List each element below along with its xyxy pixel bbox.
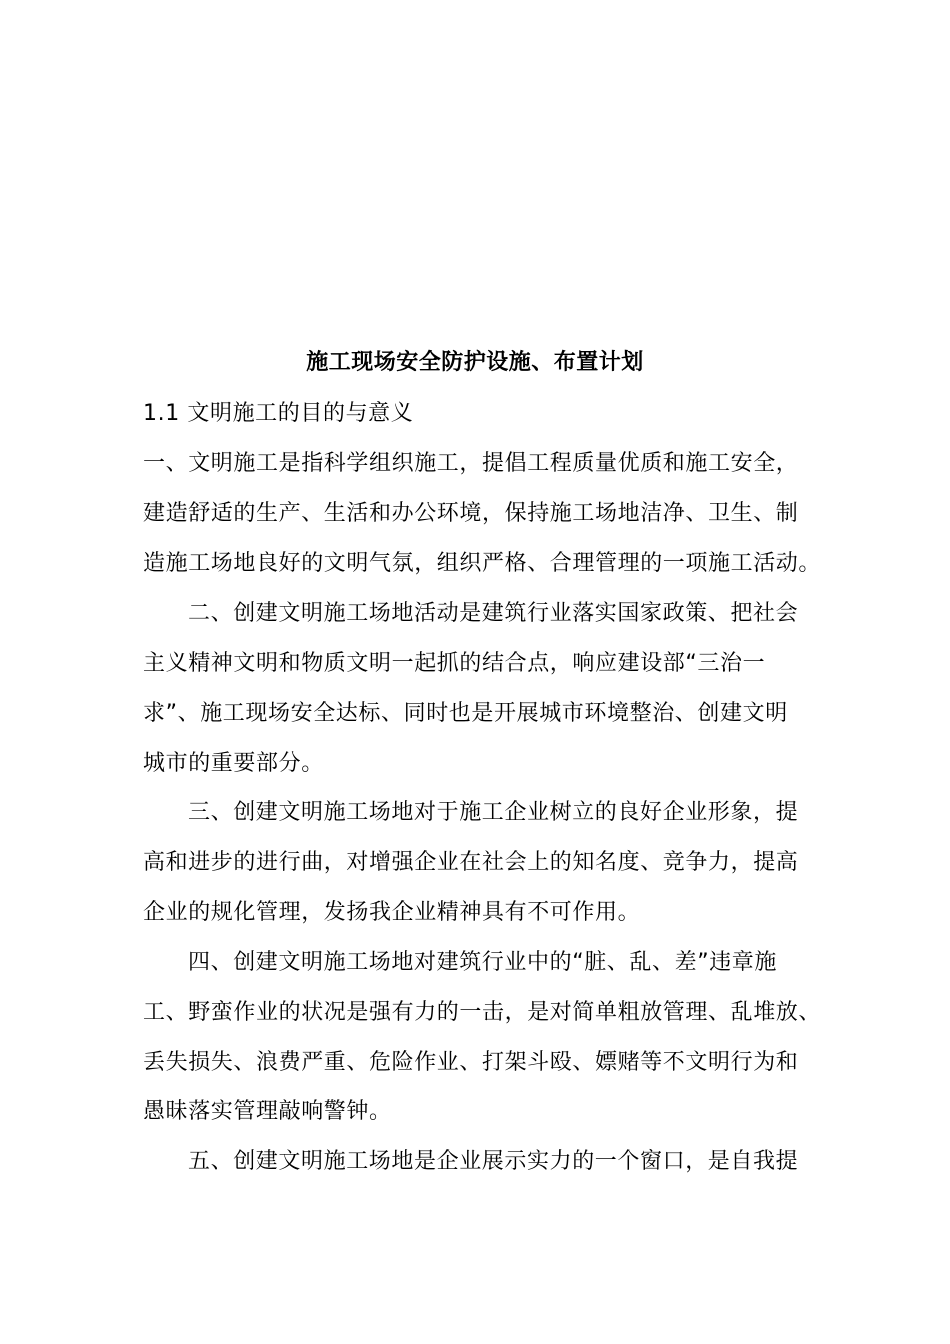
paragraph-line: 工、野蛮作业的状况是强有力的一击，是对简单粗放管理、乱堆放、 (143, 1000, 822, 1025)
paragraph-line: 求”、施工现场安全达标、同时也是开展城市环境整治、创建文明 (143, 701, 788, 726)
paragraph-line: 丢失损失、浪费严重、危险作业、打架斗殴、嫖赌等不文明行为和 (143, 1050, 799, 1075)
paragraph-line: 造施工场地良好的文明气氛，组织严格、合理管理的一项施工活动。 (143, 551, 822, 576)
paragraph-line: 城市的重要部分。 (143, 751, 324, 776)
paragraph-line: 四、创建文明施工场地对建筑行业中的“脏、乱、差”违章施 (188, 950, 777, 975)
paragraph-line: 企业的规化管理，发扬我企业精神具有不可作用。 (143, 900, 641, 925)
paragraph-line: 三、创建文明施工场地对于施工企业树立的良好企业形象，提 (188, 800, 799, 825)
paragraph-line: 二、创建文明施工场地活动是建筑行业落实国家政策、把社会 (188, 601, 799, 626)
paragraph-line: 建造舒适的生产、生活和办公环境，保持施工场地洁净、卫生、制 (143, 501, 799, 526)
paragraph-line: 五、创建文明施工场地是企业展示实力的一个窗口，是自我提 (188, 1149, 799, 1174)
document-title: 施工现场安全防护设施、布置计划 (306, 350, 644, 375)
paragraph-line: 高和进步的进行曲，对增强企业在社会上的知名度、竞争力，提高 (143, 850, 799, 875)
section-heading: 1.1 文明施工的目的与意义 (143, 401, 414, 426)
paragraph-line: 主义精神文明和物质文明一起抓的结合点，响应建设部“三治一 (143, 651, 766, 676)
paragraph-line: 愚昧落实管理敲响警钟。 (143, 1099, 392, 1124)
paragraph-line: 一、文明施工是指科学组织施工，提倡工程质量优质和施工安全， (143, 451, 799, 476)
